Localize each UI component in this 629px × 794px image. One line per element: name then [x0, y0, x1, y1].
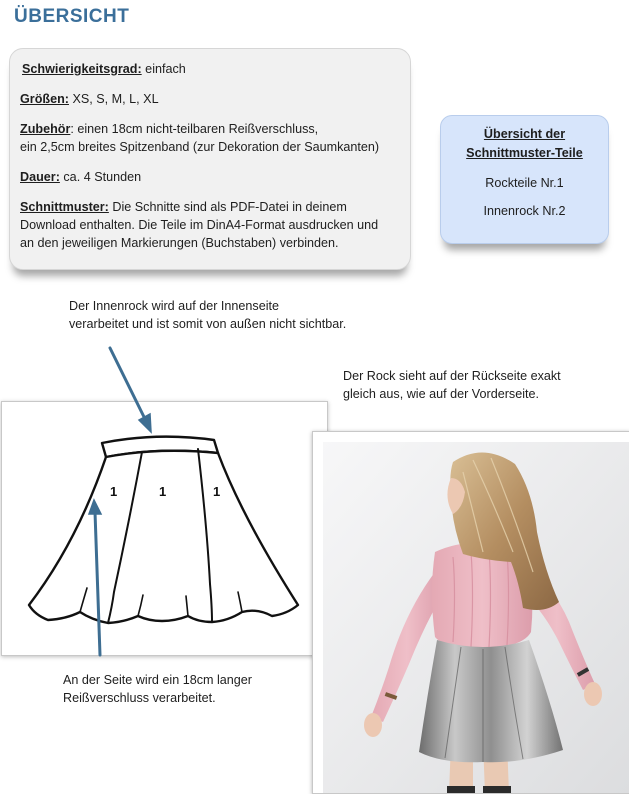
accessories-line1: : einen 18cm nicht-teilbaren Reißverschluss, — [70, 122, 319, 136]
overview-item-inner-skirt: Innenrock Nr.2 — [483, 204, 566, 218]
pattern-row — [20, 198, 400, 252]
pattern-line2: Download enthalten. Die Teile im DinA4-Format ausdrucken und — [20, 218, 379, 232]
back-view-note-line2: gleich aus, wie auf der Vorderseite. — [343, 387, 540, 401]
zipper-note — [63, 671, 252, 707]
overview-item-skirt-panels: Rockteile Nr.1 — [485, 176, 564, 190]
sizes-label: Größen: — [20, 92, 69, 106]
difficulty-row — [22, 60, 400, 78]
difficulty-label: Schwierigkeitsgrad: — [22, 62, 142, 76]
sizes-row — [20, 90, 400, 108]
accessories-label: Zubehör — [20, 122, 71, 136]
inner-skirt-note — [69, 297, 346, 333]
pattern-line1: Die Schnitte sind als PDF-Datei in deinem — [108, 200, 347, 214]
model-left-hand — [364, 713, 382, 737]
inner-skirt-note-line1: Der Innenrock wird auf der Innenseite — [69, 299, 280, 313]
panel-number-left: 1 — [110, 484, 118, 499]
accessories-row — [20, 120, 400, 156]
duration-value: ca. 4 Stunden — [59, 170, 142, 184]
difficulty-value: einfach — [141, 62, 186, 76]
zipper-note-line1: An der Seite wird ein 18cm langer — [63, 673, 253, 687]
sizes-value: XS, S, M, L, XL — [68, 92, 159, 106]
zipper-note-line2: Reißverschluss verarbeitet. — [63, 691, 216, 705]
skirt-sketch-frame — [1, 401, 328, 656]
model-photo-frame — [312, 431, 629, 794]
accessories-line2: ein 2,5cm breites Spitzenband (zur Dekoration der Saumkanten) — [20, 140, 380, 154]
pattern-line3: an den jeweiligen Markierungen (Buchstaben) verbinden. — [20, 236, 339, 250]
duration-label: Dauer: — [20, 170, 60, 184]
inner-skirt-note-line2: verarbeitet und ist somit von außen nicht sichtbar. — [69, 317, 347, 331]
overview-heading — [441, 125, 608, 163]
skirt-sketch — [2, 402, 327, 655]
back-view-note — [343, 367, 561, 403]
overview-heading-line1: Übersicht der — [483, 127, 566, 141]
duration-row — [20, 168, 400, 186]
panel-number-center: 1 — [159, 484, 167, 499]
page-title: ÜBERSICHT — [14, 6, 130, 27]
panel-number-right: 1 — [213, 484, 221, 499]
pattern-label: Schnittmuster: — [20, 200, 109, 214]
skirt-outline — [29, 451, 298, 623]
pattern-overview-box — [440, 115, 609, 244]
model-right-hand — [584, 682, 602, 706]
model-photo — [323, 442, 629, 793]
back-view-note-line1: Der Rock sieht auf der Rückseite exakt — [343, 369, 561, 383]
overview-heading-line2: Schnittmuster-Teile — [466, 146, 583, 160]
info-box — [9, 48, 411, 270]
